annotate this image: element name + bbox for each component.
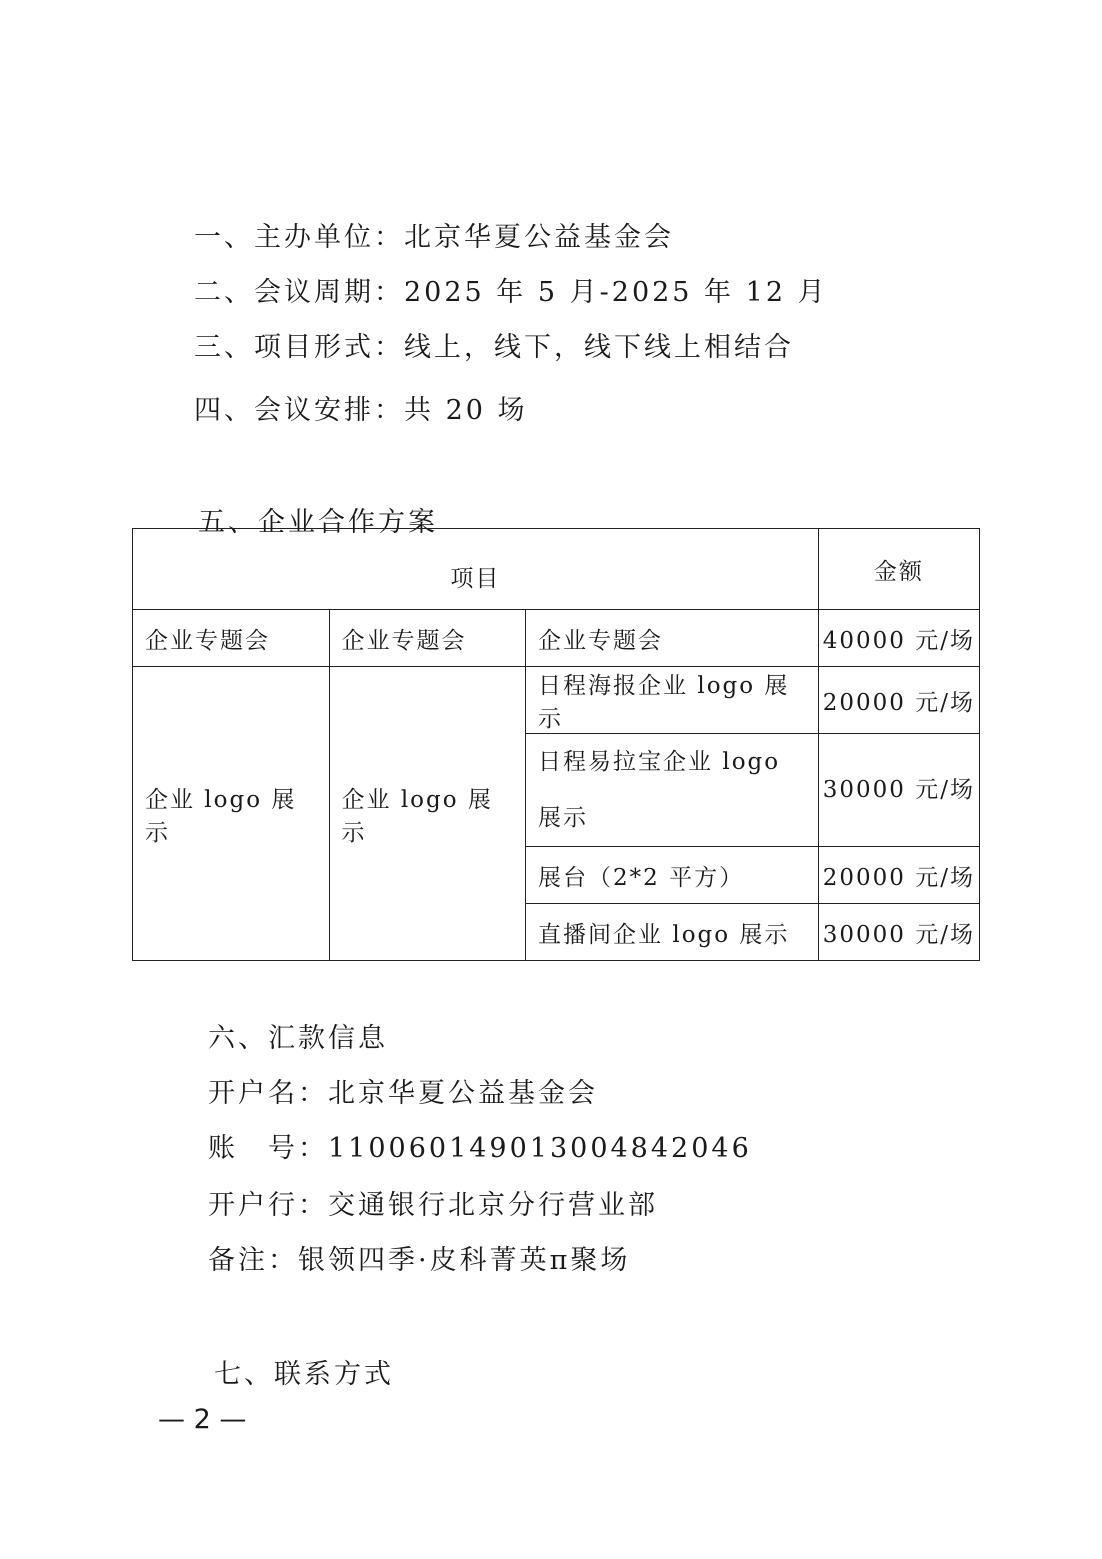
header-item: 项目 [133,529,819,610]
table-row [133,667,980,734]
amount-cell: 40000 元/场 [818,610,979,667]
note-line: 备注：银领四季·皮科菁英π聚场 [208,1245,631,1276]
account-name-line: 开户名：北京华夏公益基金会 [208,1078,598,1109]
organizer-line: 一、主办单位：北京华夏公益基金会 [194,222,674,253]
account-number-line: 账 号：110060149013004842046 [208,1133,752,1164]
project-form-line: 三、项目形式：线上，线下，线下线上相结合 [194,332,794,363]
table-row [133,610,980,667]
cooperation-table [132,528,980,961]
bank-line: 开户行：交通银行北京分行营业部 [208,1190,658,1221]
amount-cell: 30000 元/场 [818,904,979,961]
table-cell: 展台（2*2 平方） [526,847,819,904]
table-cell: 企业专题会 [329,610,526,667]
section7-title: 七、联系方式 [214,1359,394,1390]
amount-cell: 20000 元/场 [818,667,979,734]
section5-title: 五、企业合作方案 [198,507,438,538]
page-number: — 2 — [158,1404,247,1435]
table-cell: 直播间企业 logo 展示 [526,904,819,961]
table-cell: 日程易拉宝企业 logo 展示 [526,734,819,847]
table-cell: 日程海报企业 logo 展示 [526,667,819,734]
amount-cell: 30000 元/场 [818,734,979,847]
section6-title: 六、汇款信息 [208,1023,388,1054]
meeting-arrangement-line: 四、会议安排：共 20 场 [194,395,528,426]
group-cell: 企业 logo 展示 [329,667,526,961]
header-amount: 金额 [818,529,979,610]
meeting-period-line: 二、会议周期：2025 年 5 月-2025 年 12 月 [194,277,828,308]
table-cell: 企业专题会 [526,610,819,667]
table-cell: 企业专题会 [133,610,330,667]
group-cell: 企业 logo 展示 [133,667,330,961]
amount-cell: 20000 元/场 [818,847,979,904]
